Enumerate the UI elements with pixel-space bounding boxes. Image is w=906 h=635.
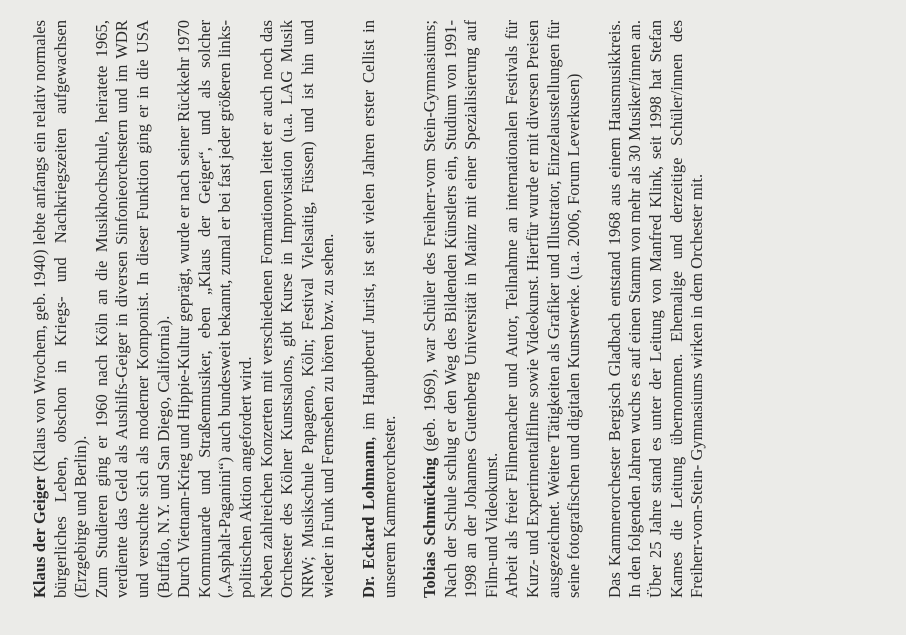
tobias-intro-text: (geb. 1969), war Schüler des Freiherr-vom Stein-Gymnasiums; Nach der Schule schlug er den Weg des Bildenden Künstlers ein, Studium von 1991-1998 an der Johannes Gutenberg Universität in Mainz mit einer Spezialisierung auf Film-und Videokunst. [420, 20, 501, 598]
section-gap [400, 20, 420, 598]
eckard-name: Dr. Eckard Lohmann [358, 440, 378, 598]
klaus-paragraph-4: Neben zahlreichen Konzerten mit verschiedenen Formationen leitet er auch noch das Orchester des Kölner Kunstsalons, gibt Kurse in Improvisation (u.a. LAG Musik NRW; Musikschule Papageno, Köln; Festival Vielsaitig, Füssen) und ist hin und wieder in Funk und Fernsehen zu hören bzw. zu sehen. [256, 20, 338, 598]
section-gap [339, 20, 359, 598]
klaus-intro-text: (Klaus von Wrochem, geb. 1940) lebte anfangs ein relativ normales bürgerliches Leben, obschon in Kriegs- und Nachkriegszeiten aufgewachsen (Erzgebirge und Berlin). [30, 19, 91, 598]
tobias-paragraph-1 [420, 20, 502, 598]
rotated-text-block [30, 20, 830, 598]
eckard-text: , im Hauptberuf Jurist, ist seit vielen Jahren erster Cellist in unserem Kammerorchester. [358, 20, 399, 598]
klaus-paragraph-1 [30, 20, 92, 598]
klaus-paragraph-3: Durch Vietnam-Krieg und Hippie-Kultur geprägt, wurde er nach seiner Rückkehr 1970 Kommunarde und Straßenmusiker, eben „Klaus der Geiger“, und als solcher („Asphalt-Paganini“) auch bundesweit bekannt, zumal er bei fast jeder größeren links-politischen Aktion angefordert wird. [174, 20, 255, 598]
tobias-paragraph-2: Arbeit als freier Filmemacher und Autor, Teilnahme an internationalen Festivals für Kurz- und Experimentalfilme sowie Videokunst. Hierfür wurde er mit diversen Preisen ausgezeichnet. Weitere Tätigkeiten als Grafiker und Illustrator, Einzelausstellungen für seine fotografischen und digitalen Kunstwerke. (u.a. 2006, Forum Leverkusen) [502, 20, 584, 598]
klaus-name: Klaus der Geiger [30, 476, 49, 598]
eckard-paragraph [359, 20, 400, 598]
klaus-paragraph-2: Zum Studieren ging er 1960 nach Köln an die Musikhochschule, heiratete 1965, verdiente das Geld als Aushilfs-Geiger in diversen Sinfonieorchestern und im WDR und versuchte sich als moderner Komponist. In dieser Funktion ging er in die USA (Buffalo, N.Y. und San Diego, California). [91, 20, 173, 598]
section-gap [585, 20, 605, 598]
orchester-paragraph: Das Kammerorchester Bergisch Gladbach entstand 1968 aus einem Hausmusikkreis. In den folgenden Jahren wuchs es auf einen Stamm von mehr als 30 Musiker/innen an. Über 25 Jahre stand es unter der Leitung von Manfred Klink, seit 1998 hat Stefan Kames die Leitung übernommen. Ehemalige und derzeitige Schüler/innen des Freiherr-vom-Stein- Gymnasiums wirken in dem Orchester mit. [604, 20, 707, 598]
tobias-name: Tobias Schmücking [420, 457, 440, 598]
